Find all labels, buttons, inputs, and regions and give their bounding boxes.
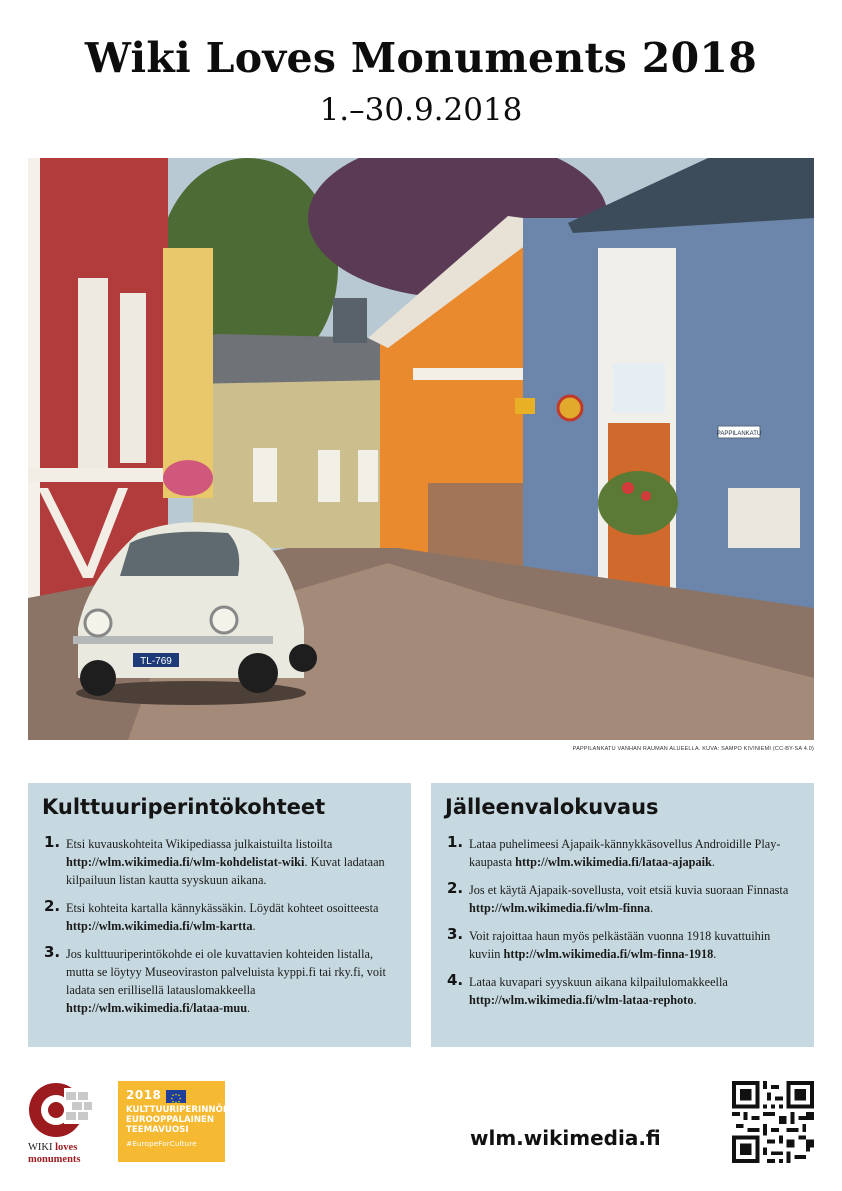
badge-line: KULTTUURIPERINNÖN	[126, 1105, 231, 1115]
photo-caption: PAPPILANKATU VANHAN RAUMAN ALUEELLA. KUVA: SAMPO KIVINIEMI (CC-BY-SA 4.0)	[572, 746, 814, 752]
step-number: 1.	[44, 833, 61, 851]
wiki-loves-monuments-logo	[28, 1080, 102, 1164]
step-item	[445, 927, 800, 963]
step-text-after: .	[650, 901, 654, 915]
street-photo	[28, 158, 814, 740]
badge-line: TEEMAVUOSI	[126, 1125, 189, 1135]
badge-year: 2018	[126, 1088, 162, 1102]
wlm-logo-word-wiki: WIKI	[28, 1142, 53, 1153]
step-item	[445, 881, 800, 917]
badge-hashtag: #EuropeForCulture	[126, 1139, 197, 1148]
rephotography-steps	[445, 835, 800, 1009]
step-text	[66, 947, 386, 1015]
step-link[interactable]: http://wlm.wikimedia.fi/wlm-kartta	[66, 919, 253, 933]
step-text	[469, 883, 788, 915]
badge-line: EUROOPPALAINEN	[126, 1115, 215, 1125]
step-text-body: Etsi kohteita kartalla kännykässäkin. Löydät kohteet osoitteesta	[66, 901, 379, 915]
heritage-sites-heading: Kulttuuriperintökohteet	[42, 795, 326, 819]
event-dates: 1.–30.9.2018	[319, 92, 523, 128]
qr-code-icon[interactable]	[732, 1081, 814, 1163]
step-text-after: . Kuvat ladataan kilpailuun listan kautta syyskuun aikana.	[66, 855, 385, 887]
wlm-logo-icon	[28, 1080, 98, 1140]
step-link[interactable]: http://wlm.wikimedia.fi/wlm-kohdelistat-wiki	[66, 855, 305, 869]
step-text	[66, 837, 385, 887]
street-sign-text: PAPPILANKATU	[716, 431, 762, 437]
step-text-after: .	[247, 1001, 251, 1015]
step-text	[66, 901, 378, 933]
step-text-after: .	[711, 855, 715, 869]
step-text	[469, 837, 780, 869]
step-link[interactable]: http://wlm.wikimedia.fi/lataa-ajapaik	[515, 855, 712, 869]
step-number: 3.	[447, 925, 464, 943]
step-item	[42, 899, 397, 935]
step-link[interactable]: http://wlm.wikimedia.fi/wlm-lataa-rephoto	[469, 993, 694, 1007]
heritage-sites-steps	[42, 835, 397, 1017]
rephotography-heading: Jälleenvalokuvaus	[445, 795, 659, 819]
step-item	[42, 835, 397, 889]
wlm-logo-word-monuments: monuments	[28, 1154, 81, 1165]
site-url[interactable]: wlm.wikimedia.fi	[470, 1126, 661, 1150]
step-text-after: .	[252, 919, 256, 933]
step-text-body: Voit rajoittaa haun myös pelkästään vuonna 1918 kuvattuihin kuviin	[469, 929, 771, 961]
step-text-body: Lataa kuvapari syyskuun aikana kilpailulomakkeella	[469, 975, 728, 989]
step-item	[445, 973, 800, 1009]
step-text-body: Jos et käytä Ajapaik-sovellusta, voit etsiä kuvia suoraan Finnasta	[469, 883, 789, 897]
step-text	[469, 975, 728, 1007]
step-link[interactable]: http://wlm.wikimedia.fi/wlm-finna	[469, 901, 651, 915]
step-text-after: .	[713, 947, 717, 961]
step-text	[469, 929, 770, 961]
step-number: 4.	[447, 971, 464, 989]
step-item	[42, 945, 397, 1017]
step-text-body: Jos kulttuuriperintökohde ei ole kuvattavien kohteiden listalla, mutta se löytyy Museoviraston palveluista kyppi.fi tai rky.fi, voit ladata sen erillisellä latauslomakkeella	[66, 947, 386, 997]
step-number: 2.	[447, 879, 464, 897]
license-plate-text: TL-769	[140, 656, 172, 667]
step-text-body: Lataa puhelimeesi Ajapaik-kännykkäsovellus Androidille Play-kaupasta	[469, 837, 781, 869]
wlm-logo-wordmark	[28, 1142, 77, 1153]
step-link[interactable]: http://wlm.wikimedia.fi/wlm-finna-1918	[503, 947, 714, 961]
rephotography-panel	[431, 783, 814, 1047]
step-text-after: .	[693, 993, 697, 1007]
european-heritage-year-badge	[118, 1081, 231, 1162]
eu-flag-icon	[166, 1090, 186, 1103]
poster-title: Wiki Loves Monuments 2018	[84, 34, 758, 82]
step-number: 2.	[44, 897, 61, 915]
step-link[interactable]: http://wlm.wikimedia.fi/lataa-muu	[66, 1001, 248, 1015]
step-number: 1.	[447, 833, 464, 851]
step-item	[445, 835, 800, 871]
wlm-logo-word-loves: loves	[55, 1142, 78, 1153]
heritage-sites-panel	[28, 783, 411, 1047]
step-text-body: Etsi kuvauskohteita Wikipediassa julkaistuilta listoilta	[66, 837, 333, 851]
step-number: 3.	[44, 943, 61, 961]
badge-lines	[126, 1105, 231, 1135]
